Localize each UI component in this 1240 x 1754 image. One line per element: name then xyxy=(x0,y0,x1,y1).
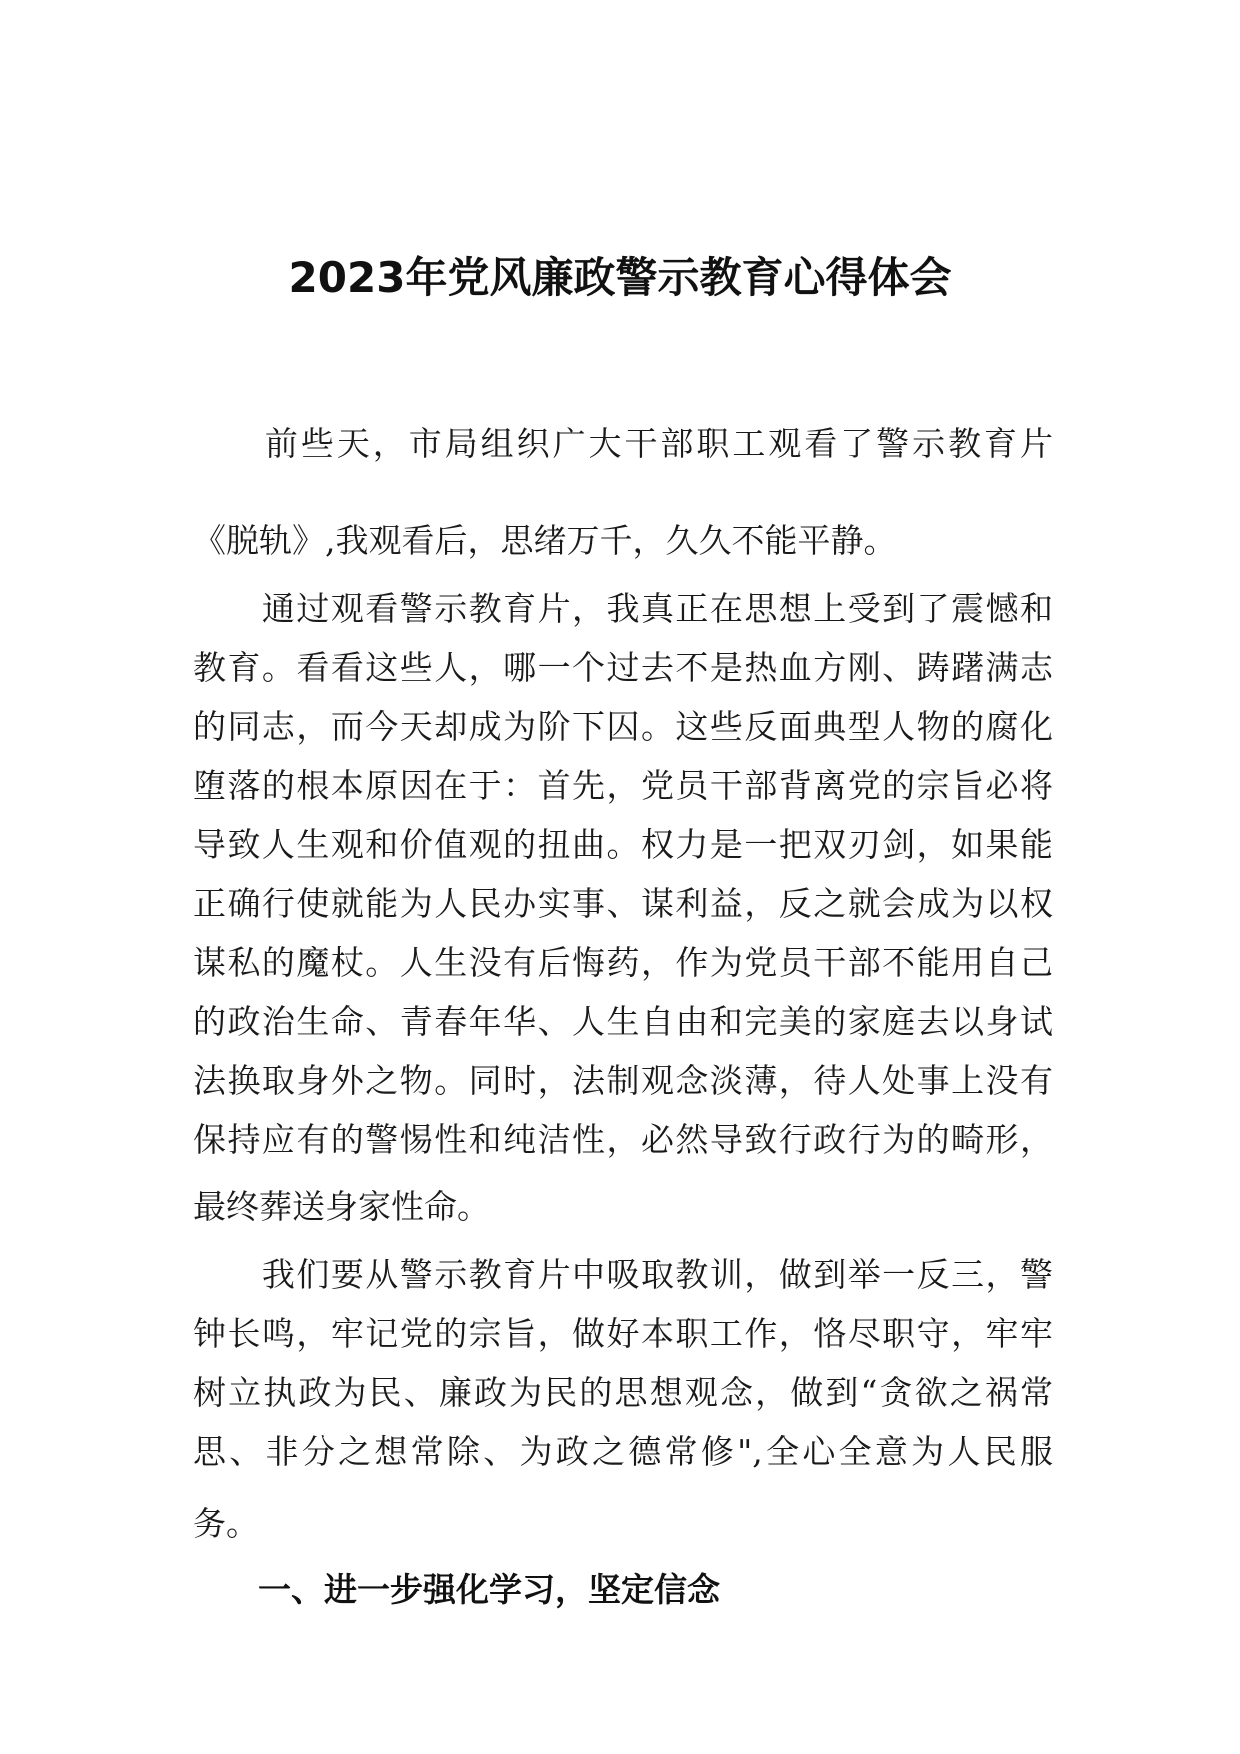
paragraph-line: 正确行使就能为人民办实事、谋利益，反之就会成为以权 xyxy=(193,884,1053,923)
paragraph-line: 的同志，而今天却成为阶下囚。这些反面典型人物的腐化 xyxy=(193,707,1053,746)
paragraph-line: 堕落的根本原因在于：首先，党员干部背离党的宗旨必将 xyxy=(193,766,1053,805)
paragraph-line: 谋私的魔杖。人生没有后悔药，作为党员干部不能用自己 xyxy=(193,943,1053,982)
paragraph-line: 导致人生观和价值观的扭曲。权力是一把双刃剑，如果能 xyxy=(193,825,1053,864)
paragraph-line: 通过观看警示教育片，我真正在思想上受到了震憾和 xyxy=(193,589,1053,628)
paragraph-line: 树立执政为民、廉政为民的思想观念，做到“贪欲之祸常 xyxy=(193,1373,1053,1412)
paragraph-line: 我们要从警示教育片中吸取教训，做到举一反三，警 xyxy=(193,1255,1053,1294)
paragraph-line: 思、非分之想常除、为政之德常修",全心全意为人民服 xyxy=(193,1432,1053,1471)
paragraph-line: 的政治生命、青春年华、人生自由和完美的家庭去以身试 xyxy=(193,1002,1053,1041)
paragraph-line: 最终葬送身家性命。 xyxy=(193,1187,490,1226)
paragraph-line: 钟长鸣，牢记党的宗旨，做好本职工作，恪尽职守，牢牢 xyxy=(193,1314,1053,1353)
section-heading: 一、进一步强化学习，坚定信念 xyxy=(258,1570,720,1609)
paragraph-line: 教育。看看这些人，哪一个过去不是热血方刚、踌躇满志 xyxy=(193,648,1053,687)
paragraph-line: 保持应有的警惕性和纯洁性，必然导致行政行为的畸形， xyxy=(193,1120,1053,1159)
paragraph-line: 法换取身外之物。同时，法制观念淡薄，待人处事上没有 xyxy=(193,1061,1053,1100)
paragraph-line: 务。 xyxy=(193,1504,259,1543)
paragraph-line: 《脱轨》,我观看后，思绪万千，久久不能平静。 xyxy=(193,521,897,560)
document-title: 2023年党风廉政警示教育心得体会 xyxy=(288,253,952,302)
paragraph-line: 前些天，市局组织广大干部职工观看了警示教育片 xyxy=(193,424,1053,463)
